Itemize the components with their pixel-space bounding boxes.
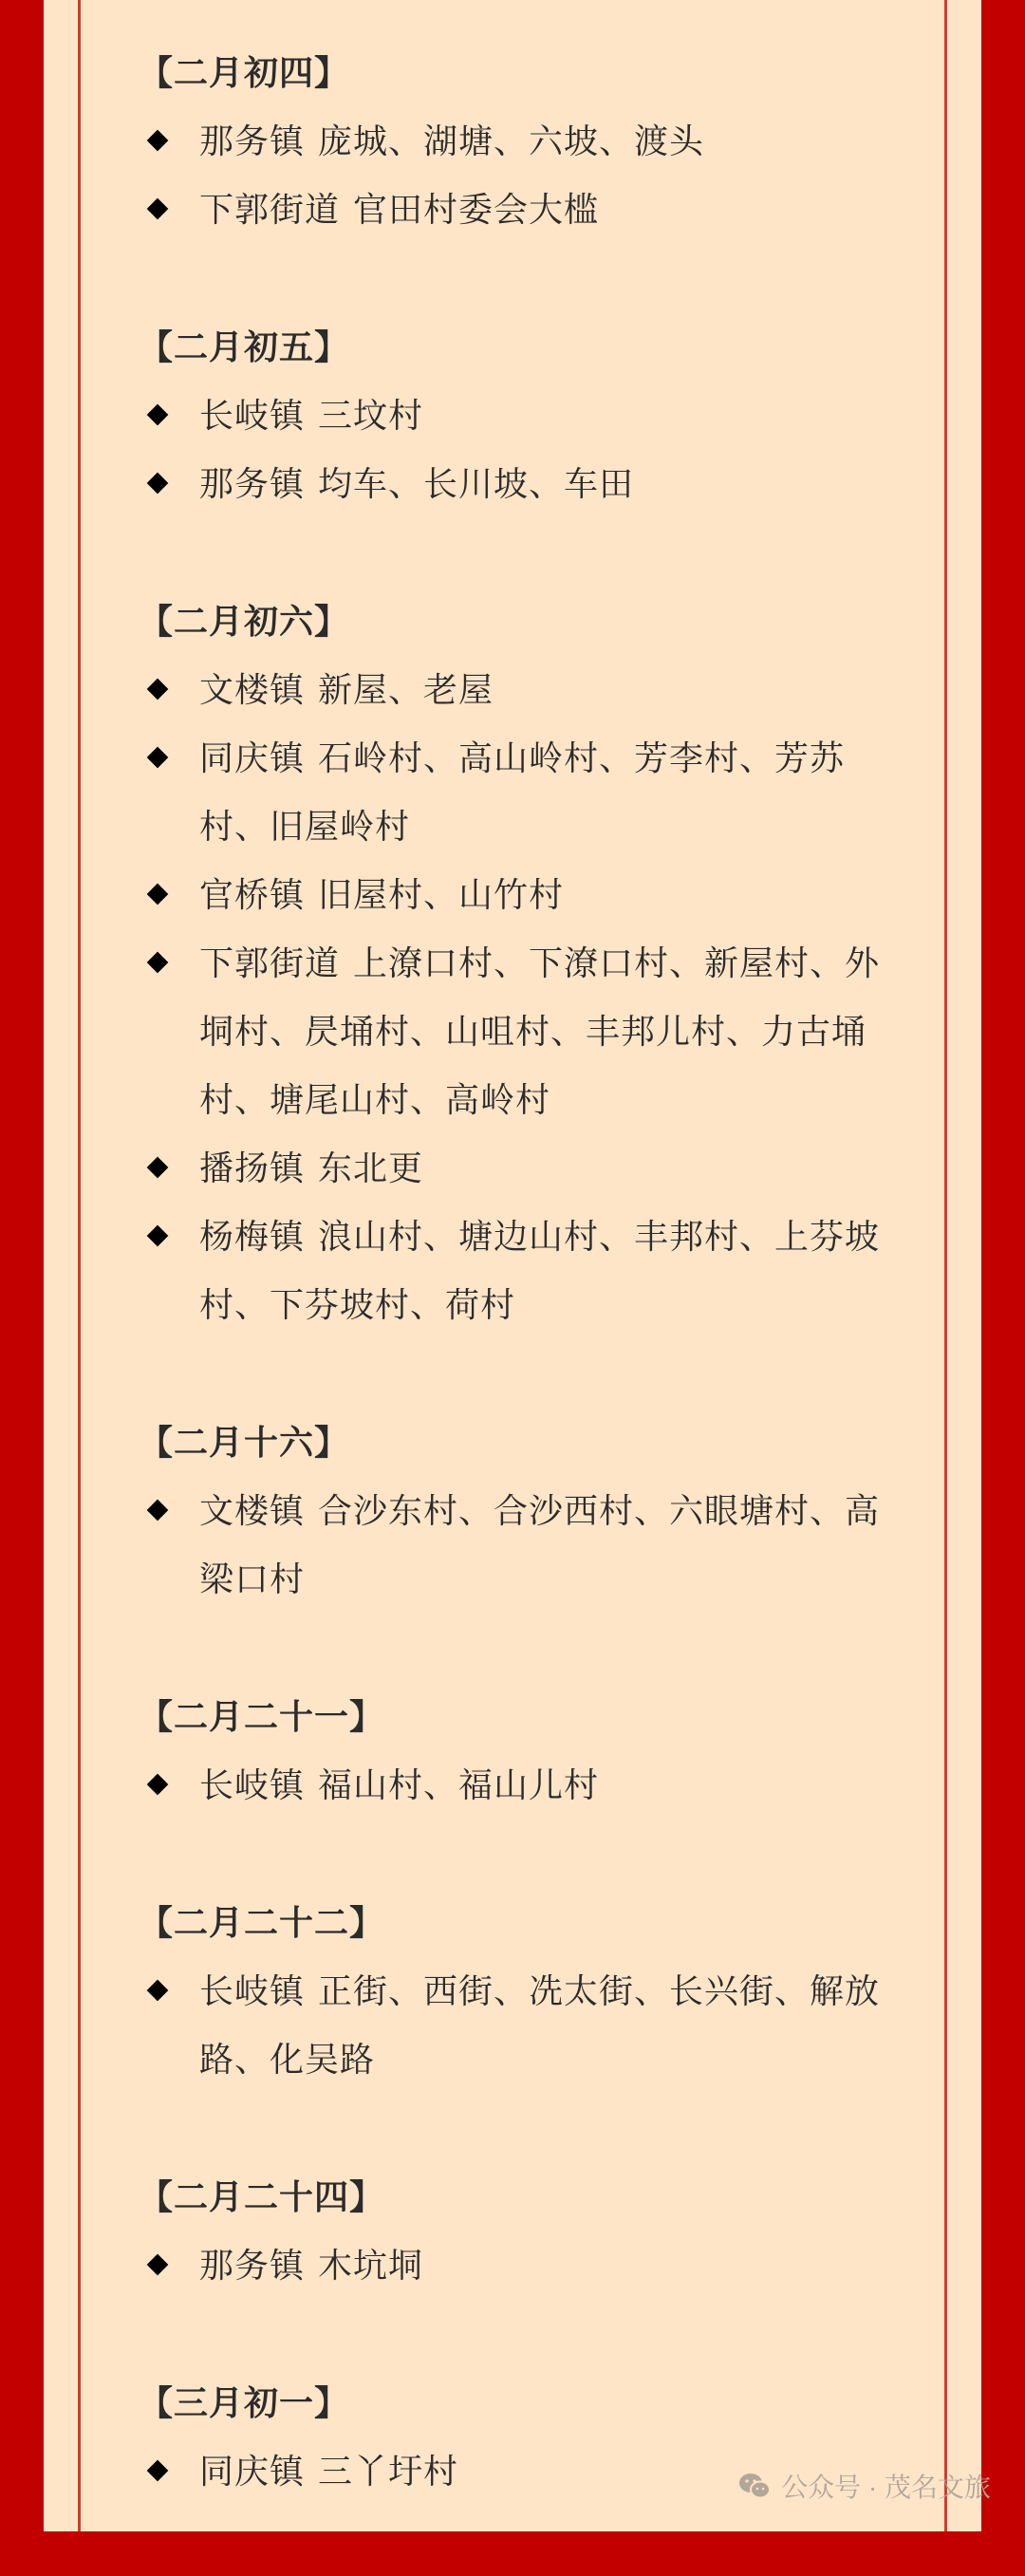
list-item: [142, 1135, 902, 1204]
schedule-section: [139, 314, 902, 519]
diamond-bullet-icon: [147, 2254, 169, 2276]
diamond-bullet-icon: [147, 2460, 169, 2482]
section-date-title: 【二月二十二】: [139, 1904, 385, 1943]
diamond-bullet-icon: [147, 679, 169, 700]
left-red-border: [0, 0, 44, 2531]
diamond-bullet-icon: [147, 473, 169, 495]
village-names: 东北更: [318, 1149, 424, 1188]
town-name: 播扬镇: [199, 1149, 306, 1188]
diamond-bullet-icon: [147, 952, 169, 974]
village-names: 上潦口村、下潦口村、新屋村、外垌村、昃埇村、山咀村、丰邦儿村、力古埇村、塘尾山村、高岭村: [199, 944, 881, 1120]
village-names: 福山村、福山儿村: [318, 1766, 600, 1805]
list-item: [142, 1204, 902, 1340]
diamond-bullet-icon: [147, 1980, 169, 2002]
village-names: 三坟村: [318, 397, 424, 436]
section-date-title: 【二月初四】: [139, 54, 350, 93]
schedule-section: [139, 40, 902, 245]
section-date-title: 【二月二十一】: [139, 1698, 385, 1737]
diamond-bullet-icon: [147, 747, 169, 769]
list-item: [142, 383, 902, 451]
town-name: 文楼镇: [199, 671, 306, 710]
section-date-title: 【二月十六】: [139, 1424, 350, 1463]
town-name: 那务镇: [199, 465, 306, 504]
village-names: 浪山村、塘边山村、丰邦村、上芬坡村、下芬坡村、荷村: [199, 1218, 881, 1325]
list-item: [142, 862, 902, 930]
section-date-title: 【二月初六】: [139, 603, 350, 642]
village-names: 旧屋村、山竹村: [318, 876, 565, 915]
right-red-border: [981, 0, 1025, 2531]
diamond-bullet-icon: [147, 1500, 169, 1521]
diamond-bullet-icon: [147, 884, 169, 905]
schedule-section: [139, 1890, 902, 2095]
list-item: [142, 725, 902, 862]
village-names: 均车、长川坡、车田: [318, 465, 635, 504]
village-names: 新屋、老屋: [318, 671, 494, 710]
town-name: 下郭街道: [199, 944, 341, 983]
list-item: [142, 177, 902, 245]
section-date-title: 【二月二十四】: [139, 2178, 385, 2217]
town-name: 那务镇: [199, 122, 306, 161]
diamond-bullet-icon: [147, 404, 169, 426]
diamond-bullet-icon: [147, 198, 169, 220]
town-name: 长岐镇: [199, 397, 306, 436]
list-item: [142, 1958, 902, 2095]
town-name: 文楼镇: [199, 1492, 306, 1531]
schedule-section: [139, 1409, 902, 1615]
diamond-bullet-icon: [147, 130, 169, 152]
village-names: 石岭村、高山岭村、芳李村、芳苏村、旧屋岭村: [199, 739, 846, 847]
list-item: [142, 108, 902, 177]
wechat-icon: [737, 2472, 772, 2500]
town-name: 同庆镇: [199, 2453, 306, 2492]
town-name: 下郭街道: [199, 191, 341, 230]
schedule-section: [139, 2164, 902, 2301]
watermark: [737, 2467, 991, 2505]
town-name: 长岐镇: [199, 1972, 306, 2011]
watermark-text: 公众号 · 茂名文旅: [781, 2473, 991, 2502]
village-names: 合沙东村、合沙西村、六眼塘村、高梁口村: [199, 1492, 881, 1599]
list-item: [142, 930, 902, 1135]
diamond-bullet-icon: [147, 1225, 169, 1247]
diamond-bullet-icon: [147, 1774, 169, 1796]
village-names: 官田村委会大槛: [353, 191, 600, 230]
town-name: 官桥镇: [199, 876, 306, 915]
village-names: 正街、西街、冼太街、长兴街、解放路、化吴路: [199, 1972, 881, 2080]
schedule-section: [139, 588, 902, 1340]
section-date-title: 【二月初五】: [139, 328, 350, 367]
schedule-section: [139, 1684, 902, 1820]
town-name: 杨梅镇: [199, 1218, 306, 1257]
village-names: 木坑垌: [318, 2247, 424, 2286]
list-item: [142, 1752, 902, 1820]
schedule-list: [139, 40, 902, 2576]
section-date-title: 【三月初一】: [139, 2384, 350, 2423]
village-names: 庞城、湖塘、六坡、渡头: [318, 122, 705, 161]
left-inner-line: [78, 0, 81, 2531]
town-name: 同庆镇: [199, 739, 306, 778]
town-name: 那务镇: [199, 2247, 306, 2286]
right-inner-line: [944, 0, 947, 2531]
diamond-bullet-icon: [147, 1157, 169, 1179]
list-item: [142, 1478, 902, 1615]
list-item: [142, 2232, 902, 2301]
town-name: 长岐镇: [199, 1766, 306, 1805]
village-names: 三丫圩村: [318, 2453, 459, 2492]
list-item: [142, 657, 902, 725]
list-item: [142, 451, 902, 519]
